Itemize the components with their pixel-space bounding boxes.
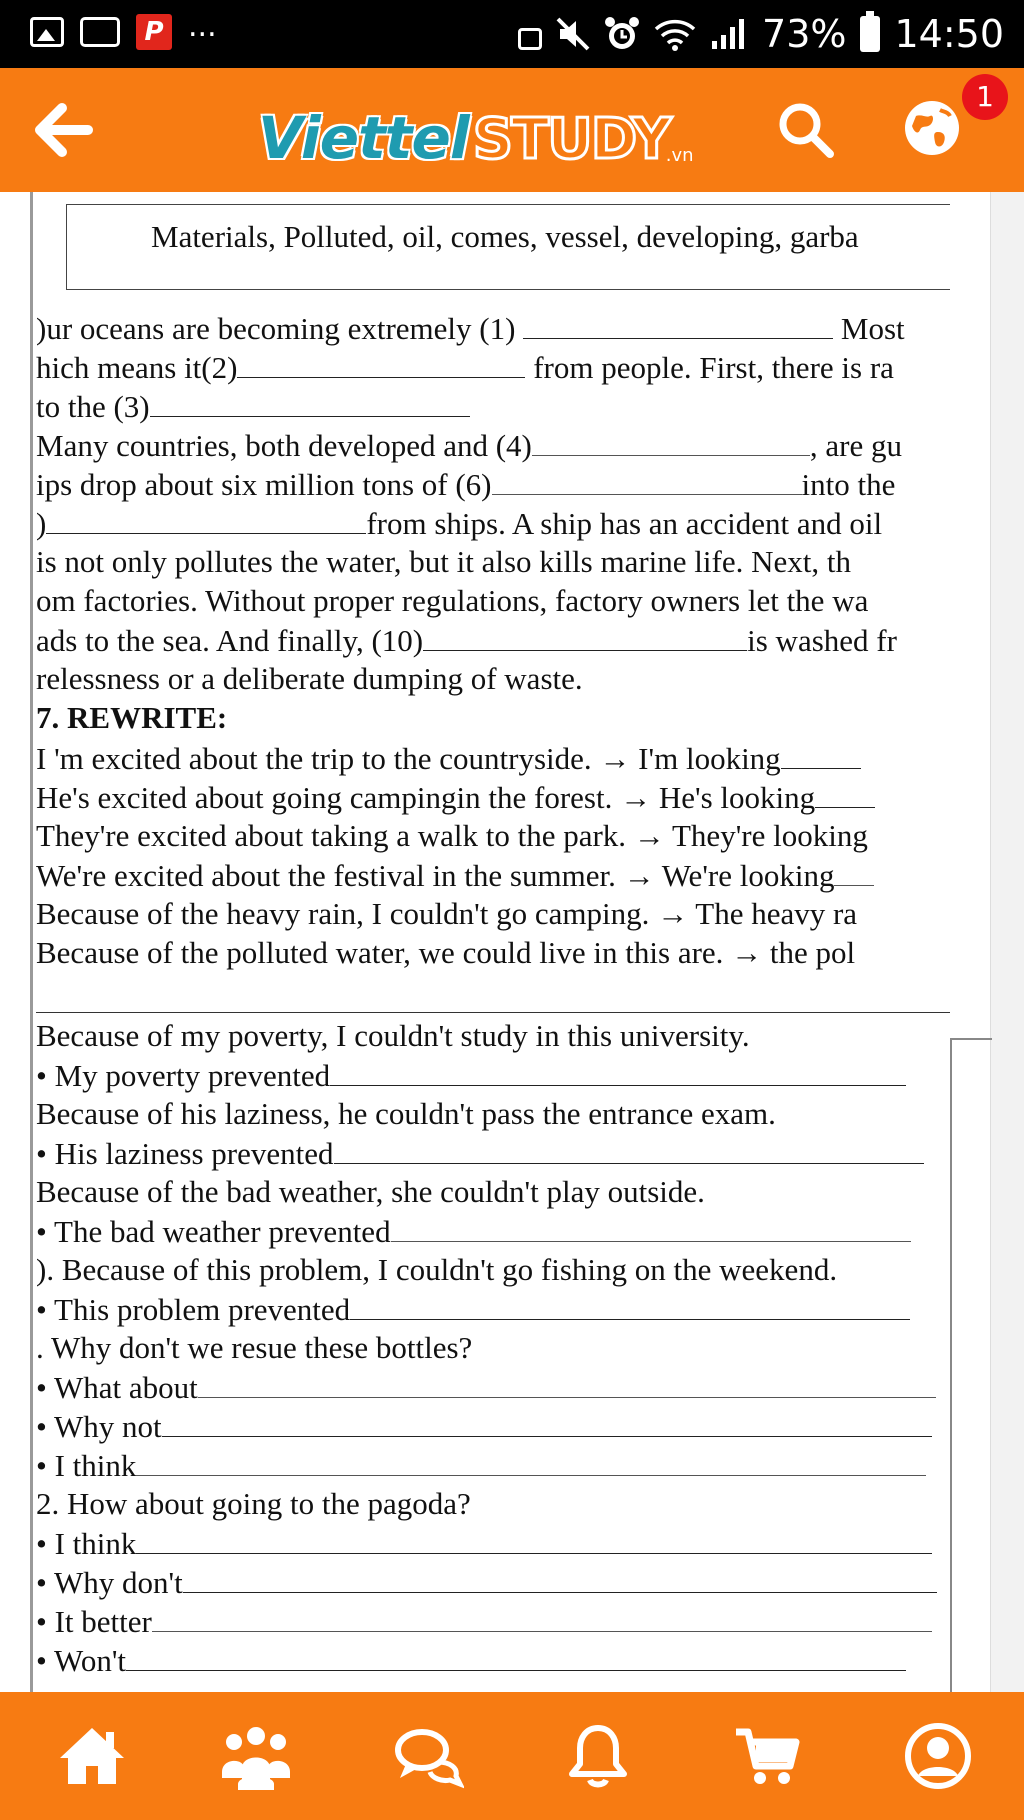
p-app-icon: P: [136, 14, 172, 50]
exercise-answer: • Why not: [36, 1408, 932, 1445]
alarm-icon: [604, 16, 640, 52]
exercise-answer: • Why don't: [36, 1564, 937, 1601]
mute-icon: [556, 17, 590, 51]
bottom-navigation: [0, 1692, 1024, 1820]
search-icon[interactable]: [776, 100, 836, 160]
rewrite-item: Because of the polluted water, we could live in this are. → the pol: [36, 935, 856, 970]
lock-icon: [518, 28, 542, 50]
rewrite-item: They're excited about taking a walk to the park. → They're looking: [36, 818, 868, 853]
passage-line: is not only pollutes the water, but it also kills marine life. Next, th: [36, 544, 851, 579]
passage-line: to the (3): [36, 388, 470, 425]
rewrite-item: We're excited about the festival in the summer. → We're looking: [36, 857, 874, 894]
exercise-answer: • His laziness prevented: [36, 1135, 924, 1172]
exercise-answer: • This problem prevented: [36, 1291, 910, 1328]
battery-icon: [860, 16, 880, 52]
exercise-answer: • The bad weather prevented: [36, 1213, 911, 1250]
exercise-prompt: ). Because of this problem, I couldn't go fishing on the weekend.: [36, 1252, 838, 1287]
profile-icon[interactable]: [902, 1720, 974, 1792]
more-dots-icon: ...: [188, 9, 217, 44]
passage-line: )ur oceans are becoming extremely (1) Most: [36, 311, 905, 346]
wifi-icon: [654, 17, 696, 51]
notification-count-badge: 1: [962, 74, 1008, 120]
exercise-prompt: Because of his laziness, he couldn't pass the entrance exam.: [36, 1096, 776, 1131]
passage-line: ) from ships. A ship has an accident and oil: [36, 506, 883, 541]
exercise-answer: • Won't: [36, 1642, 906, 1679]
exercise-answer: • I think: [36, 1447, 926, 1484]
passage-line: Many countries, both developed and (4) , are gu: [36, 428, 902, 463]
clock-time: 14:50: [894, 12, 1004, 56]
globe-icon[interactable]: [902, 98, 962, 158]
logo-text-study: STUDY: [472, 107, 670, 172]
word-bank-box: [66, 204, 950, 290]
exercise-prompt: 2. How about going to the pagoda?: [36, 1486, 471, 1521]
document-left-margin: [30, 192, 33, 1692]
viettelstudy-logo[interactable]: [258, 92, 694, 172]
rewrite-item: He's excited about going campingin the forest. → He's looking: [36, 779, 875, 816]
image-icon: [30, 17, 64, 47]
cart-icon[interactable]: [730, 1720, 802, 1792]
exercise-prompt: Because of the bad weather, she couldn't play outside.: [36, 1174, 705, 1209]
logo-text-viettel: Viettel: [258, 104, 469, 172]
chat-icon[interactable]: [392, 1720, 464, 1792]
exercise-answer: • My poverty prevented: [36, 1057, 906, 1094]
status-bar: [0, 0, 1024, 68]
app-header: [0, 68, 1024, 192]
back-arrow-icon[interactable]: [34, 102, 94, 158]
passage-line: ips drop about six million tons of (6) into the: [36, 467, 896, 502]
section-title: 7. REWRITE:: [36, 700, 228, 735]
passage-line: ads to the sea. And finally, (10) is washed fr: [36, 623, 897, 658]
answer-line: [36, 1012, 950, 1013]
battery-percent: 73%: [762, 12, 847, 56]
notification-bell-icon[interactable]: [562, 1720, 634, 1792]
community-icon[interactable]: [220, 1720, 292, 1792]
passage-line: hich means it(2) from people. First, there is ra: [36, 350, 894, 385]
word-bank-text: Materials, Polluted, oil, comes, vessel, developing, garba: [151, 219, 859, 254]
exercise-prompt: Because of my poverty, I couldn't study in this university.: [36, 1018, 750, 1053]
exercise-prompt: . Why don't we resue these bottles?: [36, 1330, 473, 1365]
rewrite-item: Because of the heavy rain, I couldn't go camping. → The heavy ra: [36, 896, 858, 931]
exercise-answer: • It better: [36, 1603, 932, 1640]
document-side-frame: [950, 1038, 992, 1692]
passage-line: om factories. Without proper regulations, factory owners let the wa: [36, 583, 869, 618]
passage-line: relessness or a deliberate dumping of waste.: [36, 661, 583, 696]
exercise-answer: • I think: [36, 1525, 932, 1562]
signal-icon: [710, 17, 748, 51]
home-icon[interactable]: [56, 1720, 128, 1792]
exercise-answer: • What about: [36, 1369, 936, 1406]
rewrite-item: I 'm excited about the trip to the countryside. → I'm looking: [36, 740, 861, 777]
notification-box-icon: [80, 17, 120, 47]
document-right-edge: [990, 192, 1024, 1692]
document-image: [0, 192, 1024, 1692]
logo-text-vn: .vn: [665, 145, 694, 166]
